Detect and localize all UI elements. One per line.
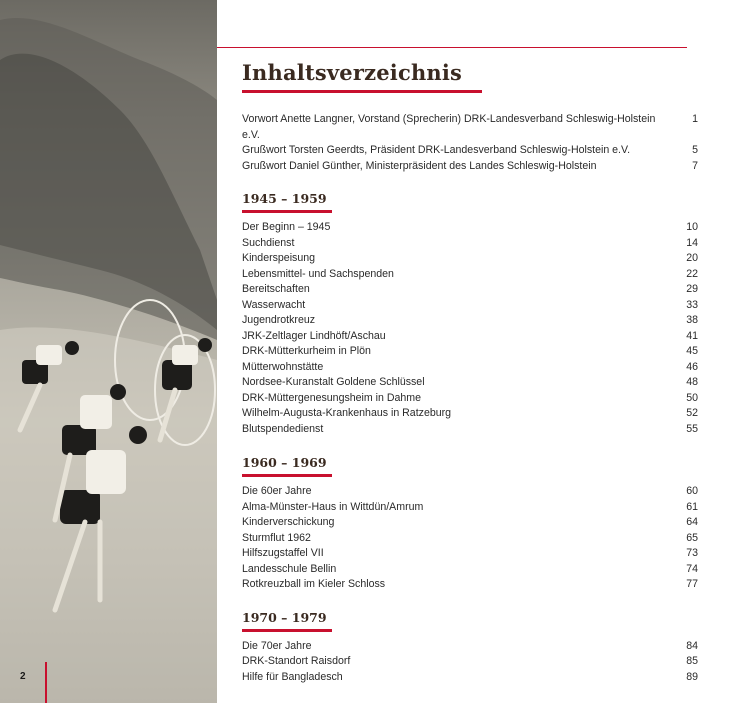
section-heading: 1945 – 1959 [242, 191, 327, 206]
toc-entry-title: JRK-Zeltlager Lindhöft/Aschau [242, 329, 386, 342]
toc-entry-page: 41 [686, 329, 698, 342]
page-number-rule [45, 662, 47, 703]
toc-entry-title: Der Beginn – 1945 [242, 221, 331, 233]
toc-entry-page: 7 [692, 159, 698, 172]
toc-body [242, 112, 698, 685]
toc-entry[interactable] [242, 562, 698, 578]
toc-entry-title: Hilfe für Bangladesch [242, 670, 343, 683]
title-underline [242, 90, 482, 93]
toc-entry-title: Blutspendedienst [242, 422, 324, 435]
toc-entry-title: DRK-Müttergenesungsheim in Dahme [242, 391, 421, 404]
toc-entry-title: Kinderverschickung [242, 516, 335, 528]
section-underline [242, 629, 332, 632]
toc-entry-page: 48 [686, 376, 698, 388]
toc-section [242, 191, 698, 437]
toc-section [242, 455, 698, 593]
toc-entry[interactable] [242, 360, 698, 376]
toc-entry[interactable] [242, 500, 698, 516]
toc-entry[interactable] [242, 159, 698, 175]
toc-entry[interactable] [242, 531, 698, 547]
toc-entry[interactable] [242, 577, 698, 593]
toc-entry[interactable] [242, 251, 698, 267]
toc-entry-title: Die 70er Jahre [242, 639, 312, 652]
toc-entry-page: 61 [686, 500, 698, 513]
toc-entry-page: 22 [686, 267, 698, 280]
toc-entry-title: Rotkreuzball im Kieler Schloss [242, 578, 386, 590]
toc-entry-title: Sturmflut 1962 [242, 531, 311, 544]
top-rule [217, 47, 687, 48]
section-heading: 1960 – 1969 [242, 455, 327, 470]
toc-entry-title: Wasserwacht [242, 298, 306, 311]
toc-entry[interactable] [242, 236, 698, 252]
toc-entry-page: 5 [692, 144, 698, 156]
toc-entry-title: Wilhelm-Augusta-Krankenhaus in Ratzeburg [242, 407, 452, 419]
toc-entry[interactable] [242, 112, 698, 143]
toc-entry[interactable] [242, 406, 698, 422]
toc-entry-page: 10 [686, 221, 698, 233]
toc-entry[interactable] [242, 391, 698, 407]
toc-entry-page: 14 [686, 236, 698, 249]
toc-entry-page: 45 [686, 345, 698, 357]
toc-entry[interactable] [242, 267, 698, 283]
toc-entry[interactable] [242, 654, 698, 670]
toc-entry-page: 64 [686, 516, 698, 528]
page-title: Inhaltsverzeichnis [242, 60, 463, 85]
toc-entry-title: Nordsee-Kuranstalt Goldene Schlüssel [242, 376, 425, 388]
toc-entry-title: DRK-Mütterkurheim in Plön [242, 345, 371, 357]
page-number: 2 [20, 671, 26, 682]
toc-entry-page: 38 [686, 314, 698, 326]
toc-entry-title: DRK-Standort Raisdorf [242, 655, 351, 667]
toc-entry[interactable] [242, 329, 698, 345]
toc-entry-page: 1 [692, 113, 698, 125]
toc-entry-title: Jugendrotkreuz [242, 314, 316, 326]
toc-entry-title: Kinderspeisung [242, 252, 316, 264]
historical-photo [0, 0, 217, 703]
toc-entry-page: 52 [686, 407, 698, 419]
toc-entry[interactable] [242, 282, 698, 298]
toc-entry-page: 55 [686, 422, 698, 435]
section-underline [242, 474, 332, 477]
toc-entry[interactable] [242, 515, 698, 531]
toc-entry-page: 20 [686, 252, 698, 264]
toc-entry-title: Grußwort Torsten Geerdts, Präsident DRK-Landesverband Schleswig-Holstein e.V. [242, 144, 631, 156]
toc-entry[interactable] [242, 484, 698, 500]
toc-entry-page: 73 [686, 547, 698, 559]
toc-entry-page: 50 [686, 391, 698, 404]
toc-entry-title: Vorwort Anette Langner, Vorstand (Sprecherin) DRK-Landesverband Schleswig-Holstein e.V. [242, 113, 656, 141]
toc-entry-page: 77 [686, 578, 698, 590]
toc-entry-page: 89 [686, 670, 698, 683]
toc-entry[interactable] [242, 546, 698, 562]
table-of-contents [242, 58, 698, 685]
toc-entry-page: 85 [686, 655, 698, 667]
section-heading: 1970 – 1979 [242, 609, 327, 625]
toc-entry-title: Landesschule Bellin [242, 562, 337, 575]
toc-entry-page: 60 [686, 485, 698, 497]
toc-entry[interactable] [242, 220, 698, 236]
toc-entry-title: Suchdienst [242, 236, 295, 249]
toc-entry[interactable] [242, 422, 698, 438]
toc-entry[interactable] [242, 670, 698, 686]
toc-entry-title: Alma-Münster-Haus in Wittdün/Amrum [242, 500, 424, 513]
toc-entry-page: 65 [686, 531, 698, 544]
toc-entry-title: Hilfszugstaffel VII [242, 547, 324, 559]
toc-entry-page: 29 [686, 283, 698, 295]
photo-illustration [0, 0, 217, 703]
toc-entry[interactable] [242, 143, 698, 159]
toc-entry[interactable] [242, 639, 698, 655]
toc-entry-title: Mütterwohnstätte [242, 360, 324, 373]
toc-entry-page: 84 [686, 639, 698, 652]
intro-list [242, 112, 698, 174]
section-underline [242, 210, 332, 213]
toc-section [242, 610, 698, 686]
toc-entry[interactable] [242, 375, 698, 391]
toc-entry-title: Die 60er Jahre [242, 485, 312, 497]
toc-entry-title: Bereitschaften [242, 283, 310, 295]
toc-entry-page: 33 [686, 298, 698, 311]
toc-entry-page: 46 [686, 360, 698, 373]
toc-entry[interactable] [242, 344, 698, 360]
toc-entry-title: Lebensmittel- und Sachspenden [242, 267, 394, 280]
toc-entry[interactable] [242, 298, 698, 314]
toc-entry-title: Grußwort Daniel Günther, Ministerpräsident des Landes Schleswig-Holstein [242, 159, 597, 172]
toc-entry[interactable] [242, 313, 698, 329]
toc-entry-page: 74 [686, 562, 698, 575]
